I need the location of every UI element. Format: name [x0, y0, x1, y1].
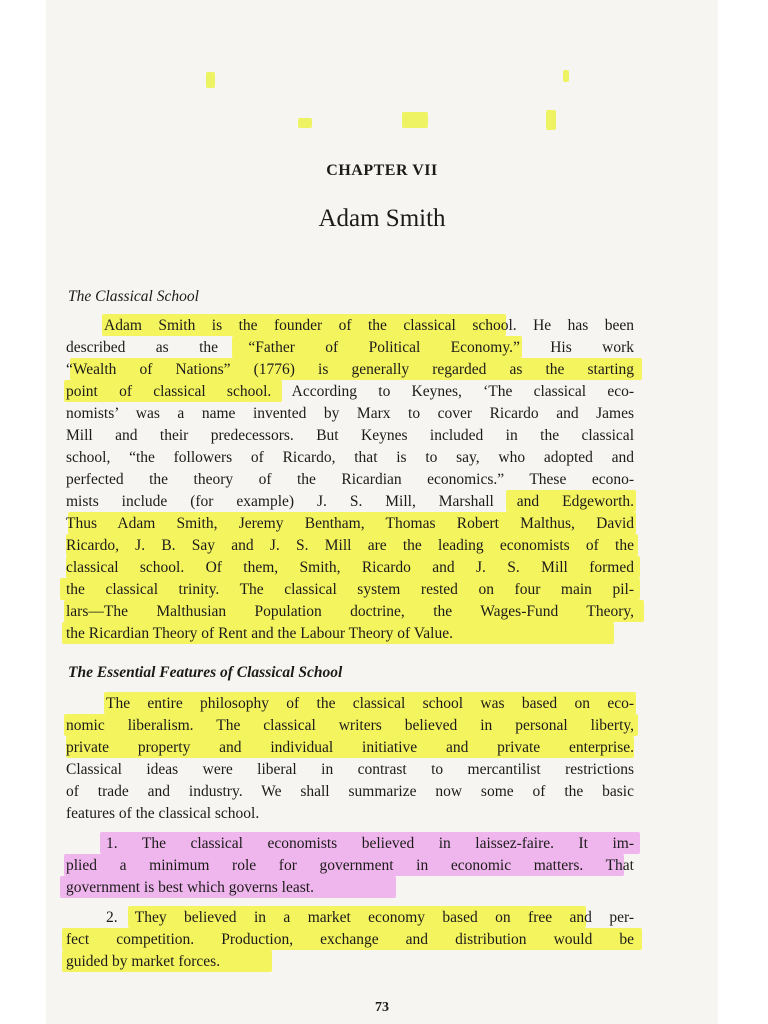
paragraph-line: private property and individual initiative and private enterprise. — [66, 739, 634, 756]
paragraph-line: “Wealth of Nations” (1776) is generally regarded as the starting — [66, 361, 634, 378]
paragraph-line: Ricardo, J. B. Say and J. S. Mill are the leading economists of the — [66, 537, 634, 554]
paragraph-line: point of classical school. According to Keynes, ‘The classical eco- — [66, 383, 634, 400]
section-heading-classical-school: The Classical School — [68, 288, 199, 305]
point-number: 2. — [106, 909, 118, 926]
chapter-title: Adam Smith — [318, 205, 446, 232]
highlight-speck — [298, 118, 312, 128]
paragraph-line: lars—The Malthusian Population doctrine, the Wages-Fund Theory, — [66, 603, 634, 620]
paragraph-line: features of the classical school. — [66, 805, 260, 822]
point-text: They believed in a market economy based on free and per- — [134, 909, 634, 926]
book-page — [46, 0, 718, 1024]
paragraph-line: The entire philosophy of the classical school was based on eco- — [106, 695, 634, 712]
paragraph-line: nomic liberalism. The classical writers believed in personal liberty, — [66, 717, 634, 734]
point-2-line: fect competition. Production, exchange and distribution would be — [66, 931, 634, 948]
highlight-speck — [206, 72, 215, 88]
paragraph-line: mists include (for example) J. S. Mill, Marshall and Edgeworth. — [66, 493, 634, 510]
paragraph-line: the classical trinity. The classical system rested on four main pil- — [66, 581, 634, 598]
point-2-line: guided by market forces. — [66, 953, 221, 970]
point-2-line — [106, 907, 634, 928]
highlight-speck — [563, 70, 569, 82]
paragraph-line: classical school. Of them, Smith, Ricardo and J. S. Mill formed — [66, 559, 634, 576]
paragraph-line: the Ricardian Theory of Rent and the Labour Theory of Value. — [66, 625, 453, 642]
highlight-speck — [546, 110, 556, 130]
paragraph-line: school, “the followers of Ricardo, that is to say, who adopted and — [66, 449, 634, 466]
chapter-label: CHAPTER VII — [326, 162, 438, 179]
paragraph-line: of trade and industry. We shall summarize now some of the basic — [66, 783, 634, 800]
section-heading-essential-features: The Essential Features of Classical School — [68, 664, 343, 681]
point-text: The classical economists believed in laissez-faire. It im- — [141, 835, 634, 852]
paragraph-line: Mill and their predecessors. But Keynes included in the classical — [66, 427, 634, 444]
paragraph-line: Adam Smith is the founder of the classical school. He has been — [104, 317, 634, 334]
paragraph-line: Classical ideas were liberal in contrast to mercantilist restrictions — [66, 761, 634, 778]
highlight-speck — [402, 112, 428, 128]
point-number: 1. — [106, 835, 118, 852]
paragraph-line: nomists’ was a name invented by Marx to cover Ricardo and James — [66, 405, 634, 422]
point-1-line: plied a minimum role for government in economic matters. That — [66, 857, 634, 874]
point-1-line: government is best which governs least. — [66, 879, 314, 896]
paragraph-line: perfected the theory of the Ricardian economics.” These econo- — [66, 471, 634, 488]
page-number: 73 — [375, 1000, 389, 1015]
paragraph-line: described as the “Father of Political Economy.” His work — [66, 339, 634, 356]
point-1-line — [106, 833, 634, 854]
paragraph-line: Thus Adam Smith, Jeremy Bentham, Thomas Robert Malthus, David — [66, 515, 634, 532]
